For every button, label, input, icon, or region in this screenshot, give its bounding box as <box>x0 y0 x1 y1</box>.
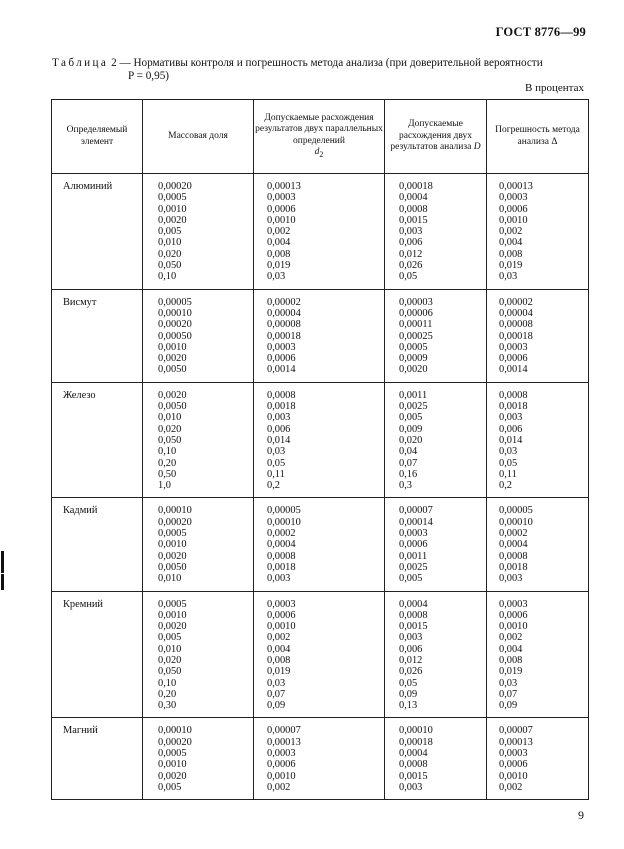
value-cell: 0,03 <box>267 446 286 458</box>
value-cell: 0,026 <box>399 666 423 678</box>
value-cell: 0,0006 <box>267 609 296 621</box>
value-cell: 0,0008 <box>267 550 296 562</box>
value-cell: 0,0020 <box>158 389 187 401</box>
value-cell: 0,002 <box>499 781 523 793</box>
values-delta <box>487 382 589 498</box>
value-cell: 0,003 <box>499 412 523 424</box>
value-cell: 0,050 <box>158 434 182 446</box>
value-cell: 0,05 <box>499 457 518 469</box>
value-cell: 0,002 <box>499 632 523 644</box>
value-cell: 0,0010 <box>158 759 187 771</box>
value-cell: 0,00014 <box>399 516 433 528</box>
value-cell: 0,0020 <box>158 770 187 782</box>
value-cell: 0,0020 <box>158 214 187 226</box>
values-d2 <box>254 498 385 591</box>
value-cell: 0,010 <box>158 412 182 424</box>
value-cell: 0,020 <box>158 248 182 260</box>
value-cell: 0,10 <box>158 446 177 458</box>
value-cell: 0,03 <box>267 271 286 283</box>
value-cell: 0,05 <box>267 457 286 469</box>
value-cell: 0,008 <box>267 248 291 260</box>
value-cell: 0,006 <box>267 423 291 435</box>
value-cell: 0,0025 <box>399 401 428 413</box>
value-cell: 0,0050 <box>158 561 187 573</box>
value-cell: 0,05 <box>399 677 418 689</box>
value-cell: 0,16 <box>399 468 418 480</box>
col-header-D: Допускаемые расхождения двух результатов анализа D <box>385 100 487 174</box>
value-cell: 0,00006 <box>399 307 433 319</box>
caption-text: — Нормативы контроля и погрешность метода анализа (при доверительной вероятности <box>116 57 543 69</box>
value-cell: 0,0020 <box>399 364 428 376</box>
value-cell: 0,04 <box>399 446 418 458</box>
value-cell: 0,004 <box>499 643 523 655</box>
value-cell: 0,0004 <box>399 748 428 760</box>
value-cell: 0,0005 <box>158 598 187 610</box>
value-cell: 0,0006 <box>499 609 528 621</box>
value-cell: 0,50 <box>158 468 177 480</box>
value-cell: 0,003 <box>267 412 291 424</box>
value-cell: 0,0003 <box>499 598 528 610</box>
value-cell: 0,00008 <box>499 319 533 331</box>
value-cell: 0,00004 <box>499 307 533 319</box>
value-cell: 0,00013 <box>499 181 533 192</box>
value-cell: 0,05 <box>399 271 418 283</box>
table-row <box>52 591 589 718</box>
value-cell: 0,00007 <box>499 725 533 737</box>
value-cell: 0,2 <box>267 480 280 492</box>
value-cell: 0,0005 <box>158 528 187 540</box>
value-cell: 0,0009 <box>399 353 428 365</box>
value-cell: 0,019 <box>499 666 523 678</box>
value-cell: 0,00010 <box>158 725 192 737</box>
table-caption <box>52 57 543 70</box>
value-cell: 0,3 <box>399 480 412 492</box>
element-name: Кадмий <box>52 498 143 591</box>
standards-table <box>51 99 589 800</box>
page-number: 9 <box>578 808 584 822</box>
table-row <box>52 174 589 290</box>
value-cell: 0,006 <box>399 643 423 655</box>
value-cell: 0,004 <box>499 237 523 249</box>
value-cell: 0,20 <box>158 688 177 700</box>
value-cell: 0,019 <box>499 260 523 272</box>
document-code: ГОСТ 8776—99 <box>495 25 586 39</box>
value-cell: 0,0008 <box>267 389 296 401</box>
value-cell: 0,20 <box>158 457 177 469</box>
table-row <box>52 289 589 382</box>
unit-label: В процентах <box>525 82 584 94</box>
value-cell: 0,003 <box>499 573 523 585</box>
value-cell: 0,0003 <box>499 748 528 760</box>
value-cell: 0,03 <box>499 271 518 283</box>
value-cell: 0,0006 <box>399 539 428 551</box>
value-cell: 0,0003 <box>499 192 528 204</box>
value-cell: 0,07 <box>267 688 286 700</box>
values-delta <box>487 498 589 591</box>
value-cell: 0,00003 <box>399 296 433 308</box>
values-mass <box>143 382 254 498</box>
value-cell: 0,0008 <box>499 389 528 401</box>
value-cell: 0,003 <box>399 781 423 793</box>
value-cell: 0,006 <box>499 423 523 435</box>
value-cell: 0,00010 <box>267 516 301 528</box>
values-mass <box>143 289 254 382</box>
value-cell: 0,002 <box>267 632 291 644</box>
value-cell: 0,00007 <box>399 505 433 517</box>
value-cell: 0,00008 <box>267 319 301 331</box>
value-cell: 0,00010 <box>399 725 433 737</box>
value-cell: 0,00007 <box>267 725 301 737</box>
value-cell: 0,004 <box>267 643 291 655</box>
value-cell: 0,0018 <box>499 561 528 573</box>
value-cell: 0,00005 <box>499 505 533 517</box>
value-cell: 0,00013 <box>499 736 533 748</box>
value-cell: 0,00013 <box>267 736 301 748</box>
col-header-d2: Допускаемые расхождения результатов двух параллельных определений $d_2$ <box>254 100 385 174</box>
value-cell: 0,0010 <box>499 214 528 226</box>
table-body <box>52 174 589 800</box>
value-cell: 0,00002 <box>267 296 301 308</box>
value-cell: 0,00020 <box>158 181 192 192</box>
value-cell: 0,0004 <box>267 539 296 551</box>
value-cell: 0,0010 <box>267 621 296 633</box>
values-d2 <box>254 718 385 800</box>
value-cell: 0,00010 <box>158 505 192 517</box>
values-d2 <box>254 591 385 718</box>
value-cell: 0,00018 <box>399 736 433 748</box>
value-cell: 0,0050 <box>158 364 187 376</box>
value-cell: 0,0006 <box>499 353 528 365</box>
value-cell: 0,0010 <box>158 609 187 621</box>
value-cell: 0,050 <box>158 666 182 678</box>
value-cell: 0,00018 <box>267 330 301 342</box>
values-D <box>385 382 487 498</box>
element-name: Висмут <box>52 289 143 382</box>
value-cell: 0,00011 <box>399 319 433 331</box>
value-cell: 0,0004 <box>399 192 428 204</box>
values-mass <box>143 174 254 290</box>
value-cell: 0,0008 <box>399 203 428 215</box>
value-cell: 0,002 <box>267 226 291 238</box>
value-cell: 0,0025 <box>399 561 428 573</box>
d2-symbol: d <box>314 147 320 158</box>
value-cell: 0,020 <box>158 654 182 666</box>
value-cell: 0,0008 <box>499 550 528 562</box>
value-cell: 0,00013 <box>267 181 301 192</box>
margin-mark <box>1 574 4 590</box>
element-name: Железо <box>52 382 143 498</box>
value-cell: 0,010 <box>158 573 182 585</box>
value-cell: 0,0014 <box>499 364 528 376</box>
value-cell: 0,0010 <box>158 341 187 353</box>
value-cell: 0,00002 <box>499 296 533 308</box>
value-cell: 0,0020 <box>158 621 187 633</box>
value-cell: 0,0003 <box>267 341 296 353</box>
value-cell: 0,0003 <box>267 598 296 610</box>
value-cell: 0,020 <box>399 434 423 446</box>
values-mass <box>143 591 254 718</box>
value-cell: 0,003 <box>267 573 291 585</box>
value-cell: 0,0020 <box>158 353 187 365</box>
values-d2 <box>254 289 385 382</box>
table-row <box>52 498 589 591</box>
values-D <box>385 591 487 718</box>
value-cell: 0,0003 <box>399 528 428 540</box>
value-cell: 0,008 <box>499 248 523 260</box>
value-cell: 0,00010 <box>158 307 192 319</box>
value-cell: 0,0020 <box>158 550 187 562</box>
value-cell: 0,09 <box>499 700 518 712</box>
value-cell: 0,0010 <box>158 539 187 551</box>
value-cell: 0,0011 <box>399 389 428 401</box>
value-cell: 0,10 <box>158 271 177 283</box>
value-cell: 0,0014 <box>267 364 296 376</box>
value-cell: 0,0010 <box>267 770 296 782</box>
value-cell: 0,0003 <box>267 192 296 204</box>
value-cell: 0,0050 <box>158 401 187 413</box>
value-cell: 0,005 <box>399 573 423 585</box>
values-D <box>385 718 487 800</box>
value-cell: 0,07 <box>399 457 418 469</box>
value-cell: 0,00005 <box>267 505 301 517</box>
value-cell: 0,00025 <box>399 330 433 342</box>
value-cell: 0,0002 <box>499 528 528 540</box>
value-cell: 0,0010 <box>499 770 528 782</box>
value-cell: 0,003 <box>399 226 423 238</box>
value-cell: 0,00005 <box>158 296 192 308</box>
value-cell: 0,0010 <box>158 203 187 215</box>
value-cell: 0,002 <box>499 226 523 238</box>
value-cell: 0,005 <box>158 632 182 644</box>
value-cell: 0,00018 <box>499 330 533 342</box>
element-name: Алюминий <box>52 174 143 290</box>
element-name: Магний <box>52 718 143 800</box>
value-cell: 0,0005 <box>399 341 428 353</box>
table-header-row <box>52 100 589 174</box>
values-delta <box>487 174 589 290</box>
value-cell: 0,009 <box>399 423 423 435</box>
value-cell: 0,0008 <box>399 609 428 621</box>
value-cell: 0,0004 <box>399 598 428 610</box>
table-row <box>52 718 589 800</box>
value-cell: 0,0006 <box>267 203 296 215</box>
value-cell: 0,0011 <box>399 550 428 562</box>
value-cell: 0,012 <box>399 654 423 666</box>
values-d2 <box>254 174 385 290</box>
value-cell: 0,10 <box>158 677 177 689</box>
table-row <box>52 382 589 498</box>
value-cell: 0,050 <box>158 260 182 272</box>
value-cell: 0,00020 <box>158 319 192 331</box>
values-D <box>385 174 487 290</box>
values-D <box>385 289 487 382</box>
caption-probability: P = 0,95) <box>128 70 170 82</box>
value-cell: 0,00004 <box>267 307 301 319</box>
value-cell: 0,005 <box>158 781 182 793</box>
value-cell: 0,00018 <box>399 181 433 192</box>
value-cell: 0,00020 <box>158 736 192 748</box>
value-cell: 0,07 <box>499 688 518 700</box>
values-d2 <box>254 382 385 498</box>
value-cell: 0,0003 <box>499 341 528 353</box>
value-cell: 0,0006 <box>499 203 528 215</box>
value-cell: 0,006 <box>399 237 423 249</box>
value-cell: 0,0015 <box>399 621 428 633</box>
value-cell: 0,008 <box>499 654 523 666</box>
value-cell: 0,03 <box>499 677 518 689</box>
value-cell: 0,0010 <box>499 621 528 633</box>
value-cell: 0,0008 <box>399 759 428 771</box>
value-cell: 0,03 <box>267 677 286 689</box>
value-cell: 0,0018 <box>499 401 528 413</box>
caption-label: Таблица <box>52 57 109 69</box>
value-cell: 0,005 <box>158 226 182 238</box>
value-cell: 0,09 <box>267 700 286 712</box>
value-cell: 0,11 <box>267 468 285 480</box>
value-cell: 0,012 <box>399 248 423 260</box>
element-name: Кремний <box>52 591 143 718</box>
value-cell: 0,13 <box>399 700 418 712</box>
value-cell: 0,0015 <box>399 770 428 782</box>
d2-subscript: 2 <box>319 149 324 159</box>
value-cell: 0,003 <box>399 632 423 644</box>
col-header-mass: Массовая доля <box>143 100 254 174</box>
values-delta <box>487 591 589 718</box>
value-cell: 0,014 <box>499 434 523 446</box>
value-cell: 1,0 <box>158 480 171 492</box>
values-delta <box>487 289 589 382</box>
value-cell: 0,0010 <box>267 214 296 226</box>
value-cell: 0,026 <box>399 260 423 272</box>
value-cell: 0,00020 <box>158 516 192 528</box>
value-cell: 0,0006 <box>267 759 296 771</box>
caption-number: 2 <box>111 57 117 69</box>
value-cell: 0,0004 <box>499 539 528 551</box>
value-cell: 0,0003 <box>267 748 296 760</box>
value-cell: 0,019 <box>267 260 291 272</box>
value-cell: 0,0006 <box>267 353 296 365</box>
value-cell: 0,0006 <box>499 759 528 771</box>
value-cell: 0,005 <box>399 412 423 424</box>
col-header-element: Определяемый элемент <box>52 100 143 174</box>
value-cell: 0,30 <box>158 700 177 712</box>
value-cell: 0,002 <box>267 781 291 793</box>
value-cell: 0,004 <box>267 237 291 249</box>
value-cell: 0,0002 <box>267 528 296 540</box>
value-cell: 0,0015 <box>399 214 428 226</box>
value-cell: 0,0005 <box>158 748 187 760</box>
values-D <box>385 498 487 591</box>
value-cell: 0,010 <box>158 643 182 655</box>
value-cell: 0,014 <box>267 434 291 446</box>
value-cell: 0,00010 <box>499 516 533 528</box>
value-cell: 0,0005 <box>158 192 187 204</box>
value-cell: 0,11 <box>499 468 517 480</box>
values-mass <box>143 498 254 591</box>
value-cell: 0,0018 <box>267 561 296 573</box>
value-cell: 0,0018 <box>267 401 296 413</box>
margin-mark <box>1 551 4 573</box>
value-cell: 0,008 <box>267 654 291 666</box>
value-cell: 0,09 <box>399 688 418 700</box>
D-symbol: D <box>473 142 481 153</box>
value-cell: 0,010 <box>158 237 182 249</box>
value-cell: 0,2 <box>499 480 512 492</box>
value-cell: 0,00050 <box>158 330 192 342</box>
value-cell: 0,019 <box>267 666 291 678</box>
value-cell: 0,020 <box>158 423 182 435</box>
values-delta <box>487 718 589 800</box>
col-header-delta: Погрешность метода анализа Δ <box>487 100 589 174</box>
value-cell: 0,03 <box>499 446 518 458</box>
delta-symbol: Δ <box>551 136 558 147</box>
values-mass <box>143 718 254 800</box>
